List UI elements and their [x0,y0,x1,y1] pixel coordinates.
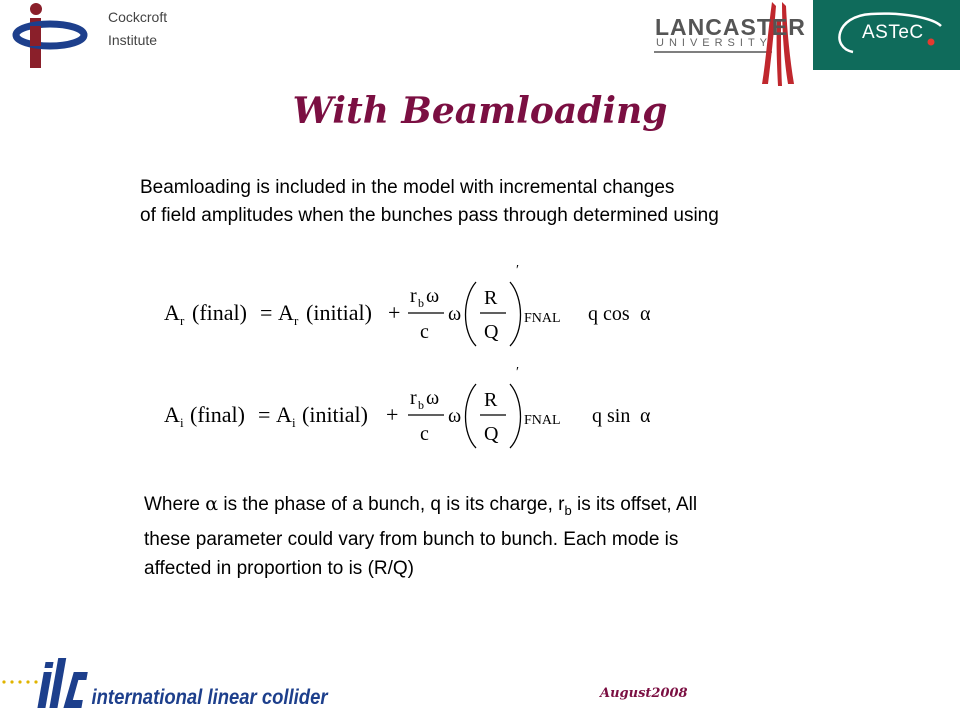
description-paragraph [144,490,844,583]
eq1-alpha: α [640,303,651,325]
eq2-initial: (initial) [302,402,368,427]
where-b: is the phase of a bunch, q is its charge, r [218,494,565,515]
eq2-equals: = [258,402,271,427]
institute-line2: Institute [108,32,158,48]
eq1-equals: = [260,300,273,325]
description-line2: these parameter could vary from bunch to bunch. Each mode is [144,528,679,550]
lancaster-wordmark: LANCASTER [655,14,806,40]
eq1-r: R [484,287,498,309]
eq2-rhs-a: A [276,402,292,427]
eq2-denom: c [420,423,429,445]
institute-name [108,6,167,52]
eq1-numer: r [410,285,417,307]
eq1-plus: + [388,300,401,325]
eq1-initial: (initial) [306,300,372,325]
slide-title: With Beamloading [292,90,668,132]
eq2-lhs-sub: i [180,415,184,430]
equation-real-part [160,262,680,352]
where-a: Where [144,494,206,515]
eq2-rhs-sub: i [292,415,296,430]
ilc-wordmark: international linear collider [91,685,328,710]
eq1-rhs-sub: r [294,313,299,328]
university-wordmark: UNIVERSITY [656,37,773,49]
description-line3: affected in proportion to is (R/Q) [144,557,414,579]
eq2-omega-top: ω [426,387,440,409]
eq1-denom: c [420,321,429,343]
intro-paragraph [140,174,900,230]
eq2-final: (final) [190,402,245,427]
eq2-omega: ω [448,405,462,427]
eq1-lhs-sub: r [180,313,185,328]
eq1-numer-sub: b [418,296,424,310]
eq1-lhs: A [164,300,180,325]
eq1-q: Q [484,321,499,343]
eq2-plus: + [386,402,399,427]
eq2-numer-sub: b [418,398,424,412]
footer-date: August2008 [600,686,688,701]
eq1-prime: ′ [516,263,520,278]
alpha-symbol: α [205,493,219,515]
institute-line1: Cockcroft [108,9,168,25]
eq2-numer: r [410,387,417,409]
eq1-omega: ω [448,303,462,325]
eq2-q: Q [484,423,499,445]
eq1-omega-top: ω [426,285,440,307]
eq2-lhs: A [164,402,180,427]
eq1-trig: q cos [588,303,630,325]
eq2-trig: q sin [592,405,631,427]
ilc-logo [0,648,328,718]
where-c: is its offset, All [571,494,698,515]
eq1-final: (final) [192,300,247,325]
eq2-fnal: FNAL [524,413,561,428]
equation-imaginary-part [160,364,680,454]
astec-wordmark: ASTeC [862,22,924,43]
intro-line2: of field amplitudes when the bunches pass through determined using [140,205,719,226]
eq2-prime: ′ [516,365,520,380]
eq1-rhs-a: A [278,300,294,325]
description-line1 [144,490,844,525]
eq2-alpha: α [640,405,651,427]
rb-subscript: b [564,502,572,518]
eq1-fnal: FNAL [524,311,561,326]
eq2-r: R [484,389,498,411]
intro-line1: Beamloading is included in the model with incremental changes [140,177,675,198]
cockcroft-institute-logo [10,0,100,70]
